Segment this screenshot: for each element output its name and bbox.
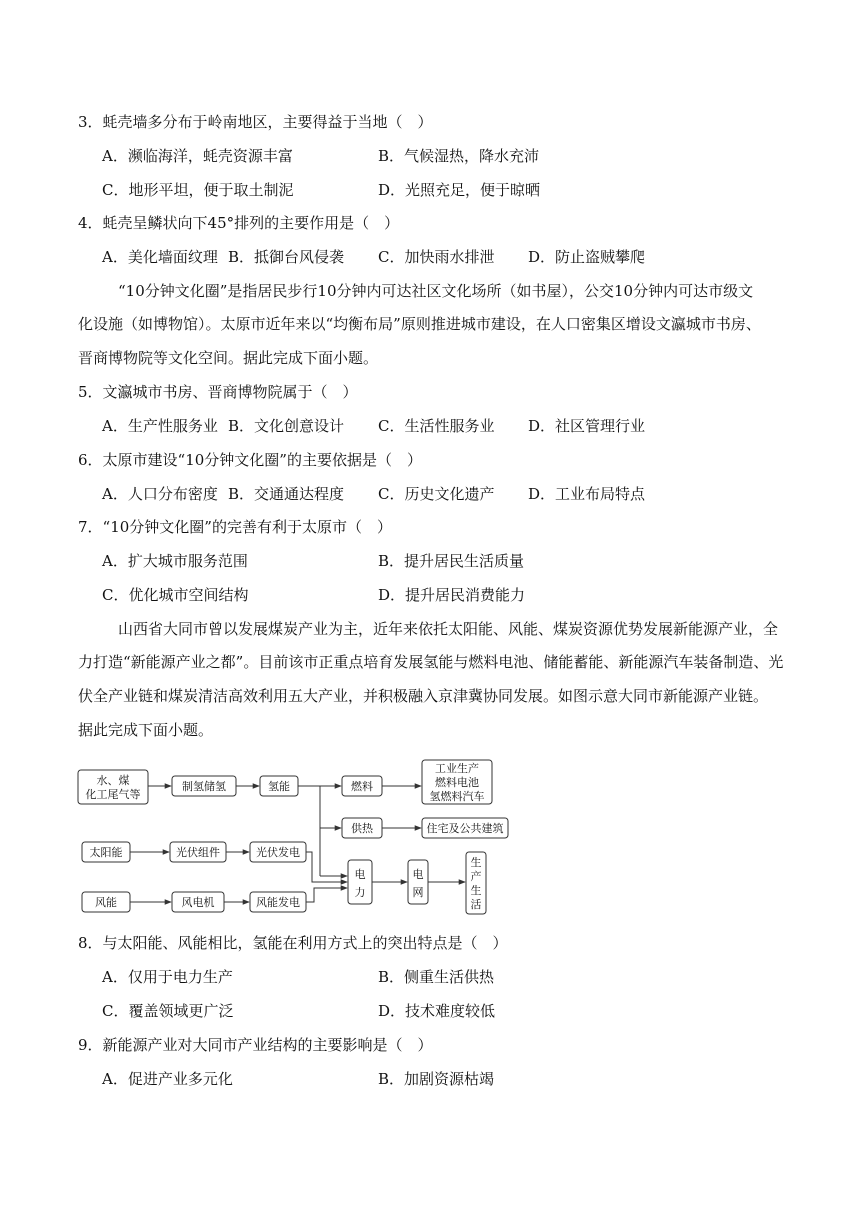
question-5-option-c: C．生活性服务业 — [378, 417, 495, 435]
question-4-option-d: D．防止盗贼攀爬 — [528, 248, 646, 266]
industry-chain-svg — [76, 756, 546, 920]
label-heat-uses: 住宅及公共建筑 — [426, 822, 504, 835]
question-3-option-c: C．地形平坦，便于取土制泥 — [102, 181, 294, 199]
label-hydrogen: 氢能 — [268, 780, 290, 793]
label-fuel: 燃料 — [351, 780, 373, 793]
question-8-stem: 8．与太阳能、风能相比，氢能在利用方式上的突出特点是（ ） — [78, 934, 508, 952]
label-fuel-use-1: 工业生产 — [435, 762, 479, 775]
label-pv-module: 光伏组件 — [176, 846, 220, 859]
question-3-option-b: B．气候湿热，降水充沛 — [378, 147, 540, 165]
question-6-option-c: C．历史文化遗产 — [378, 485, 495, 503]
new-energy-industry-chain-diagram — [76, 756, 546, 920]
label-fuel-use-3: 氢燃料汽车 — [429, 790, 485, 803]
question-8-option-a: A．仅用于电力生产 — [102, 968, 233, 986]
arrow-wind-power-to-electricity — [306, 888, 347, 902]
question-3-stem: 3．蚝壳墙多分布于岭南地区，主要得益于当地（ ） — [78, 113, 433, 131]
arrow-pv-power-to-electricity — [306, 852, 347, 882]
question-5-option-a: A．生产性服务业 — [102, 417, 218, 435]
label-life-3: 生 — [470, 884, 482, 897]
label-life-1: 生 — [470, 856, 482, 869]
label-h2-production: 制氢储氢 — [182, 780, 226, 793]
label-life-4: 活 — [470, 898, 482, 911]
question-8-option-c: C．覆盖领域更广泛 — [102, 1002, 234, 1020]
question-7-option-b: B．提升居民生活质量 — [378, 552, 525, 570]
question-6-option-a: A．人口分布密度 — [102, 485, 218, 503]
question-5-option-d: D．社区管理行业 — [528, 417, 646, 435]
question-9-option-b: B．加剧资源枯竭 — [378, 1070, 495, 1088]
passage-1-line-2: 化设施（如博物馆）。太原市近年来以“均衡布局”原则推进城市建设，在人口密集区增设文瀛城市书房、 — [78, 315, 761, 333]
question-8-option-d: D．技术难度较低 — [378, 1002, 496, 1020]
label-source-2: 化工尾气等 — [85, 788, 141, 801]
question-3-option-d: D．光照充足，便于晾晒 — [378, 181, 541, 199]
question-4-option-a: A．美化墙面纹理 — [102, 248, 218, 266]
question-3-option-a: A．濒临海洋，蚝壳资源丰富 — [102, 147, 293, 165]
question-9-stem: 9．新能源产业对大同市产业结构的主要影响是（ ） — [78, 1036, 433, 1054]
passage-2-line-4: 据此完成下面小题。 — [78, 721, 214, 739]
question-4-option-c: C．加快雨水排泄 — [378, 248, 495, 266]
label-wind: 风能 — [95, 896, 117, 909]
label-fuel-use-2: 燃料电池 — [435, 776, 479, 789]
question-4-option-b: B．抵御台风侵袭 — [228, 248, 345, 266]
question-4-stem: 4．蚝壳呈鳞状向下45°排列的主要作用是（ ） — [78, 214, 400, 232]
passage-2-line-1: 山西省大同市曾以发展煤炭产业为主，近年来依托太阳能、风能、煤炭资源优势发展新能源产业，全 — [118, 620, 779, 638]
label-wind-power: 风能发电 — [256, 896, 300, 909]
label-pv-power: 光伏发电 — [256, 846, 300, 859]
question-7-option-c: C．优化城市空间结构 — [102, 586, 249, 604]
label-electricity-1: 电 — [354, 868, 366, 881]
passage-2-line-2: 力打造“新能源产业之都”。目前该市正重点培育发展氢能与燃料电池、储能蓄能、新能源汽车装备制造、光 — [78, 653, 784, 671]
label-life-2: 产 — [470, 870, 482, 883]
question-7-option-a: A．扩大城市服务范围 — [102, 552, 248, 570]
passage-1-line-3: 晋商博物院等文化空间。据此完成下面小题。 — [78, 349, 379, 367]
question-6-option-d: D．工业布局特点 — [528, 485, 646, 503]
label-turbine: 风电机 — [181, 896, 215, 909]
question-6-stem: 6．太原市建设“10分钟文化圈”的主要依据是（ ） — [78, 451, 422, 469]
question-5-stem: 5．文瀛城市书房、晋商博物院属于（ ） — [78, 383, 358, 401]
label-solar: 太阳能 — [89, 846, 123, 859]
label-electricity-2: 力 — [354, 886, 366, 899]
question-7-stem: 7．“10分钟文化圈”的完善有利于太原市（ ） — [78, 518, 392, 536]
label-source-1: 水、煤 — [96, 774, 130, 787]
question-6-option-b: B．交通通达程度 — [228, 485, 345, 503]
label-grid-2: 网 — [412, 886, 424, 899]
passage-2-line-3: 伏全产业链和煤炭清洁高效利用五大产业，并积极融入京津冀协同发展。如图示意大同市新能源产业链。 — [78, 687, 769, 705]
passage-1-line-1: “10分钟文化圈”是指居民步行10分钟内可达社区文化场所（如书屋），公交10分钟内可达市级文 — [118, 282, 754, 300]
question-5-option-b: B．文化创意设计 — [228, 417, 345, 435]
question-7-option-d: D．提升居民消费能力 — [378, 586, 526, 604]
label-grid-1: 电 — [412, 868, 424, 881]
question-8-option-b: B．侧重生活供热 — [378, 968, 495, 986]
question-9-option-a: A．促进产业多元化 — [102, 1070, 233, 1088]
label-heat: 供热 — [351, 822, 373, 835]
